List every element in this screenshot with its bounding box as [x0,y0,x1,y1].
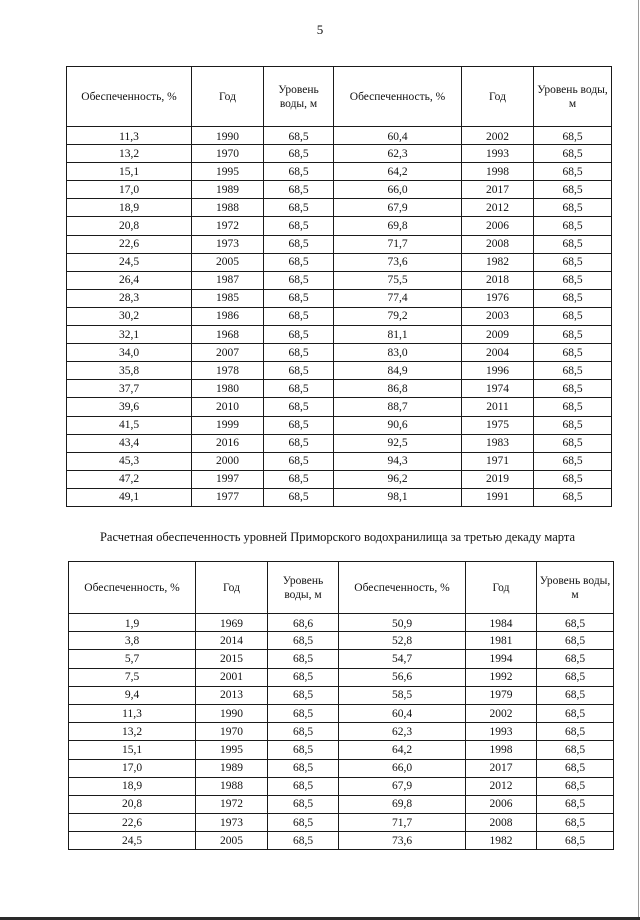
table-row [67,181,612,199]
cell-probability: 94,3 [334,452,462,470]
cell-probability: 45,3 [67,452,192,470]
table-row [67,416,612,434]
cell-water-level: 68,5 [264,289,334,307]
table-row [67,271,612,289]
cell-probability: 54,7 [339,650,466,668]
cell-year: 1972 [192,217,264,235]
cell-year: 2014 [196,632,268,650]
cell-water-level: 68,5 [264,271,334,289]
cell-year: 2003 [462,307,534,325]
cell-year: 1969 [196,614,268,632]
cell-water-level: 68,5 [537,814,614,832]
cell-probability: 69,8 [334,217,462,235]
cell-water-level: 68,5 [268,795,339,813]
cell-year: 2008 [462,235,534,253]
cell-water-level: 68,5 [268,704,339,722]
cell-water-level: 68,5 [264,127,334,145]
cell-water-level: 68,5 [534,307,612,325]
cell-probability: 62,3 [334,145,462,163]
table-header-row [69,562,614,614]
cell-year: 1986 [192,307,264,325]
cell-water-level: 68,5 [264,452,334,470]
table-row [69,632,614,650]
cell-probability: 88,7 [334,398,462,416]
cell-probability: 35,8 [67,362,192,380]
cell-water-level: 68,5 [537,650,614,668]
cell-probability: 11,3 [67,127,192,145]
cell-year: 1983 [462,434,534,452]
cell-probability: 24,5 [67,253,192,271]
cell-probability: 96,2 [334,470,462,488]
cell-probability: 15,1 [67,163,192,181]
cell-probability: 1,9 [69,614,196,632]
cell-water-level: 68,5 [534,398,612,416]
cell-year: 1996 [462,362,534,380]
table-row [69,650,614,668]
cell-year: 1973 [196,814,268,832]
cell-year: 2006 [466,795,537,813]
cell-water-level: 68,5 [534,217,612,235]
cell-water-level: 68,5 [537,632,614,650]
cell-water-level: 68,5 [537,723,614,741]
cell-probability: 58,5 [339,686,466,704]
cell-water-level: 68,5 [268,723,339,741]
cell-probability: 66,0 [334,181,462,199]
table-row [67,289,612,307]
cell-water-level: 68,5 [537,614,614,632]
cell-water-level: 68,5 [268,650,339,668]
table-row [69,686,614,704]
table-row [67,163,612,181]
cell-year: 1993 [462,145,534,163]
cell-probability: 34,0 [67,344,192,362]
header-year: Год [462,67,534,127]
cell-year: 2009 [462,326,534,344]
table-row [67,488,612,506]
cell-water-level: 68,5 [268,668,339,686]
cell-probability: 81,1 [334,326,462,344]
cell-water-level: 68,5 [534,271,612,289]
cell-probability: 32,1 [67,326,192,344]
table-row [67,470,612,488]
cell-year: 2001 [196,668,268,686]
cell-water-level: 68,5 [268,686,339,704]
table-header-row [67,67,612,127]
table-row [69,759,614,777]
cell-water-level: 68,5 [264,145,334,163]
cell-probability: 49,1 [67,488,192,506]
cell-water-level: 68,5 [268,814,339,832]
cell-year: 2002 [466,704,537,722]
cell-year: 1994 [466,650,537,668]
cell-year: 2007 [192,344,264,362]
cell-water-level: 68,5 [264,488,334,506]
cell-water-level: 68,5 [537,704,614,722]
cell-water-level: 68,5 [534,289,612,307]
header-probability: Обеспеченность, % [334,67,462,127]
cell-water-level: 68,5 [534,145,612,163]
header-water-level: Уровень воды, м [268,562,339,614]
cell-year: 2017 [462,181,534,199]
cell-probability: 64,2 [339,741,466,759]
cell-year: 2012 [462,199,534,217]
cell-year: 1970 [192,145,264,163]
header-year: Год [466,562,537,614]
cell-probability: 86,8 [334,380,462,398]
cell-year: 1982 [462,253,534,271]
table-row [67,452,612,470]
cell-water-level: 68,5 [537,741,614,759]
table-row [67,398,612,416]
cell-year: 1998 [466,741,537,759]
cell-probability: 28,3 [67,289,192,307]
cell-water-level: 68,5 [537,777,614,795]
cell-water-level: 68,5 [264,470,334,488]
cell-probability: 20,8 [69,795,196,813]
header-water-level: Уровень воды, м [264,67,334,127]
cell-probability: 67,9 [334,199,462,217]
cell-probability: 17,0 [69,759,196,777]
cell-water-level: 68,5 [537,759,614,777]
cell-water-level: 68,5 [264,181,334,199]
cell-year: 1990 [192,127,264,145]
cell-probability: 90,6 [334,416,462,434]
table-row [67,127,612,145]
cell-probability: 52,8 [339,632,466,650]
cell-year: 1970 [196,723,268,741]
cell-probability: 79,2 [334,307,462,325]
table-row [69,614,614,632]
cell-probability: 98,1 [334,488,462,506]
cell-year: 1976 [462,289,534,307]
cell-water-level: 68,5 [534,416,612,434]
table-row [67,235,612,253]
cell-water-level: 68,5 [537,686,614,704]
cell-probability: 3,8 [69,632,196,650]
cell-year: 1974 [462,380,534,398]
cell-water-level: 68,5 [264,253,334,271]
cell-water-level: 68,5 [534,470,612,488]
cell-year: 1988 [192,199,264,217]
cell-probability: 84,9 [334,362,462,380]
cell-year: 2013 [196,686,268,704]
table-row [69,832,614,850]
table-row [69,814,614,832]
cell-water-level: 68,5 [534,434,612,452]
cell-probability: 18,9 [67,199,192,217]
cell-probability: 37,7 [67,380,192,398]
cell-probability: 20,8 [67,217,192,235]
cell-year: 1973 [192,235,264,253]
cell-water-level: 68,5 [264,344,334,362]
cell-year: 1987 [192,271,264,289]
cell-probability: 9,4 [69,686,196,704]
cell-water-level: 68,5 [534,380,612,398]
table-row [67,362,612,380]
table-row [67,434,612,452]
cell-year: 1977 [192,488,264,506]
cell-year: 2002 [462,127,534,145]
cell-probability: 24,5 [69,832,196,850]
cell-probability: 77,4 [334,289,462,307]
cell-water-level: 68,5 [537,832,614,850]
cell-water-level: 68,5 [268,777,339,795]
cell-probability: 67,9 [339,777,466,795]
cell-probability: 75,5 [334,271,462,289]
cell-water-level: 68,5 [534,163,612,181]
cell-year: 2015 [196,650,268,668]
cell-probability: 60,4 [334,127,462,145]
cell-year: 1975 [462,416,534,434]
cell-year: 2000 [192,452,264,470]
cell-year: 2008 [466,814,537,832]
cell-probability: 30,2 [67,307,192,325]
table-body [69,614,614,850]
cell-year: 2018 [462,271,534,289]
cell-probability: 17,0 [67,181,192,199]
cell-water-level: 68,5 [264,307,334,325]
cell-year: 1968 [192,326,264,344]
cell-probability: 41,5 [67,416,192,434]
table-row [69,795,614,813]
cell-probability: 15,1 [69,741,196,759]
table-row [67,199,612,217]
cell-year: 2005 [196,832,268,850]
table-row [67,344,612,362]
table-row [69,723,614,741]
cell-water-level: 68,5 [534,253,612,271]
water-level-probability-table-2 [68,561,614,850]
cell-water-level: 68,5 [534,344,612,362]
table-row [69,704,614,722]
cell-water-level: 68,5 [264,217,334,235]
cell-year: 2005 [192,253,264,271]
table-row [67,326,612,344]
cell-year: 1979 [466,686,537,704]
cell-water-level: 68,5 [534,452,612,470]
cell-year: 1980 [192,380,264,398]
cell-water-level: 68,5 [264,326,334,344]
cell-water-level: 68,5 [534,181,612,199]
cell-year: 1982 [466,832,537,850]
table-row [67,145,612,163]
cell-probability: 43,4 [67,434,192,452]
cell-water-level: 68,5 [268,632,339,650]
table-row [69,668,614,686]
cell-probability: 71,7 [339,814,466,832]
cell-probability: 13,2 [67,145,192,163]
cell-probability: 5,7 [69,650,196,668]
table-caption: Расчетная обеспеченность уровней Приморского водохранилища за третью декаду марта [99,530,576,544]
cell-water-level: 68,6 [268,614,339,632]
cell-water-level: 68,5 [534,326,612,344]
cell-probability: 69,8 [339,795,466,813]
cell-year: 1991 [462,488,534,506]
cell-water-level: 68,5 [264,398,334,416]
table-row [67,253,612,271]
table-row [67,307,612,325]
table-row [67,380,612,398]
cell-water-level: 68,5 [534,362,612,380]
water-level-probability-table-1 [66,66,612,507]
cell-water-level: 68,5 [537,668,614,686]
cell-probability: 22,6 [67,235,192,253]
cell-water-level: 68,5 [264,199,334,217]
cell-year: 1995 [196,741,268,759]
cell-year: 2012 [466,777,537,795]
cell-year: 1993 [466,723,537,741]
cell-water-level: 68,5 [264,416,334,434]
header-year: Год [196,562,268,614]
header-water-level: Уровень воды, м [537,562,614,614]
cell-probability: 60,4 [339,704,466,722]
cell-water-level: 68,5 [268,832,339,850]
table-row [67,217,612,235]
cell-probability: 18,9 [69,777,196,795]
cell-water-level: 68,5 [268,741,339,759]
cell-year: 1985 [192,289,264,307]
cell-water-level: 68,5 [534,235,612,253]
cell-water-level: 68,5 [268,759,339,777]
cell-year: 1989 [192,181,264,199]
cell-year: 2004 [462,344,534,362]
cell-year: 1997 [192,470,264,488]
cell-probability: 83,0 [334,344,462,362]
table-row [69,741,614,759]
scan-edge-line [638,0,639,920]
cell-probability: 11,3 [69,704,196,722]
cell-year: 2006 [462,217,534,235]
cell-year: 1988 [196,777,268,795]
cell-year: 2011 [462,398,534,416]
cell-year: 1995 [192,163,264,181]
cell-year: 1981 [466,632,537,650]
cell-year: 2017 [466,759,537,777]
cell-year: 1990 [196,704,268,722]
cell-year: 1972 [196,795,268,813]
cell-year: 1999 [192,416,264,434]
cell-probability: 64,2 [334,163,462,181]
cell-probability: 62,3 [339,723,466,741]
cell-year: 1984 [466,614,537,632]
cell-probability: 26,4 [67,271,192,289]
cell-probability: 56,6 [339,668,466,686]
cell-probability: 66,0 [339,759,466,777]
cell-probability: 22,6 [69,814,196,832]
cell-year: 1971 [462,452,534,470]
table-body [67,127,612,507]
cell-year: 1998 [462,163,534,181]
page-number: 5 [316,22,324,37]
cell-probability: 47,2 [67,470,192,488]
cell-year: 1978 [192,362,264,380]
header-water-level: Уровень воды, м [534,67,612,127]
cell-year: 1989 [196,759,268,777]
cell-probability: 71,7 [334,235,462,253]
table-row [69,777,614,795]
cell-water-level: 68,5 [264,235,334,253]
cell-water-level: 68,5 [534,199,612,217]
cell-water-level: 68,5 [534,127,612,145]
header-probability: Обеспеченность, % [67,67,192,127]
cell-probability: 7,5 [69,668,196,686]
cell-year: 2016 [192,434,264,452]
cell-probability: 73,6 [339,832,466,850]
cell-year: 2019 [462,470,534,488]
cell-probability: 39,6 [67,398,192,416]
header-probability: Обеспеченность, % [339,562,466,614]
cell-year: 1992 [466,668,537,686]
cell-probability: 50,9 [339,614,466,632]
cell-year: 2010 [192,398,264,416]
cell-probability: 92,5 [334,434,462,452]
cell-water-level: 68,5 [264,163,334,181]
cell-probability: 13,2 [69,723,196,741]
cell-probability: 73,6 [334,253,462,271]
cell-water-level: 68,5 [534,488,612,506]
header-year: Год [192,67,264,127]
cell-water-level: 68,5 [537,795,614,813]
cell-water-level: 68,5 [264,434,334,452]
cell-water-level: 68,5 [264,380,334,398]
cell-water-level: 68,5 [264,362,334,380]
header-probability: Обеспеченность, % [69,562,196,614]
